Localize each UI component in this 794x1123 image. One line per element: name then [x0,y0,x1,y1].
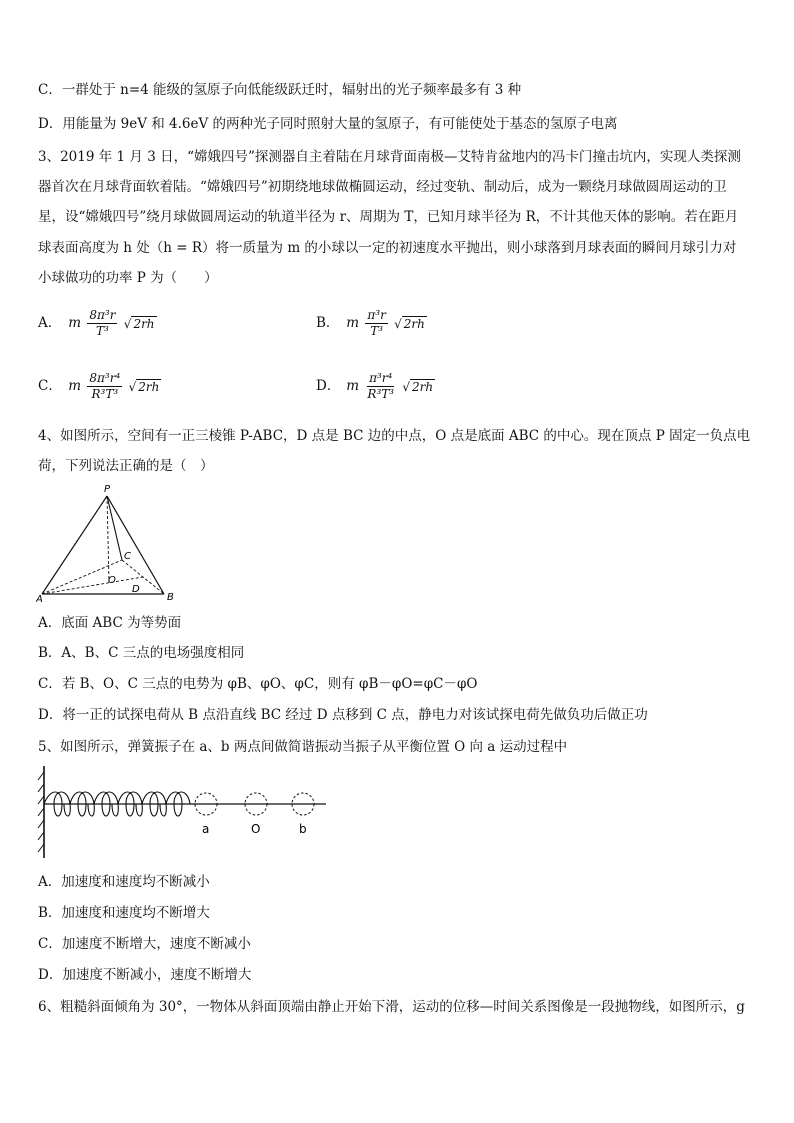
q4-option-b: B．A、B、C 三点的电场强度相同 [38,645,245,661]
q3-option-b-numerator: π³r [367,308,386,322]
q3-text-line4: 球表面高度为 h 处（h = R）将一质量为 m 的小球以一定的初速度水平抛出，则小球落到月球表面的瞬间月球引力对 [38,240,737,256]
label-o: O [251,822,261,836]
q3-option-d-denominator: R³T³ [367,387,395,401]
q3-option-b-sqrt: √ 2rh [394,316,425,331]
prev-option-c: C．一群处于 n=4 能级的氢原子向低能级跃迁时，辐射出的光子频率最多有 3 种 [38,82,522,98]
q3-option-c-denominator: R³T³ [91,387,119,401]
q5-text-line1: 5、如图所示，弹簧振子在 a、b 两点间做简谐振动当振子从平衡位置 O 向 a 运动过程中 [38,739,568,755]
pyramid-figure [36,482,186,604]
height-po [107,496,109,582]
median-ad [42,577,143,594]
spring-oscillator-figure [36,762,336,862]
edge-pc [107,496,122,560]
q3-option-a-numerator: 8π³r [89,308,116,322]
label-c: C [124,551,131,562]
q4-option-c: C．若 B、O、C 三点的电势为 φB、φO、φC，则有 φB－φO=φC－φO [38,676,478,692]
q3-option-a [38,308,157,339]
q5-option-a: A．加速度和速度均不断减小 [38,874,210,890]
q5-option-d: D．加速度不断减小，速度不断增大 [38,967,252,983]
q4-text-line1: 4、如图所示，空间有一正三棱锥 P-ABC，D 点是 BC 边的中点，O 点是底面 ABC 的中心。现在顶点 P 固定一负点电 [38,428,751,444]
label-b: B [167,592,174,603]
q4-option-a: A．底面 ABC 为等势面 [38,615,182,631]
label-a: A [36,594,43,604]
q3-option-a-fraction [87,308,117,339]
q3-option-d-mass: m [346,378,360,394]
label-p: P [104,484,111,495]
q3-option-b-mass: m [346,315,360,331]
q3-option-d-label: D． [316,378,341,394]
q3-option-b-radicand: 2rh [403,316,425,331]
q3-option-c-sqrt: √ 2rh [128,379,160,394]
q5-option-c: C．加速度不断增大，速度不断减小 [38,936,251,952]
q3-option-c-fraction [87,371,122,402]
q3-option-a-mass: m [68,315,82,331]
label-d: D [132,584,140,595]
label-b: b [299,822,307,836]
q4-option-d: D．将一正的试探电荷从 B 点沿直线 BC 经过 D 点移到 C 点，静电力对该试探电荷先做负功后做正功 [38,707,648,723]
q3-option-c [38,371,161,402]
q3-option-a-denominator: T³ [96,324,109,338]
prev-option-d: D．用能量为 9eV 和 4.6eV 的两种光子同时照射大量的氢原子，有可能使处于基态的氢原子电离 [38,116,618,132]
q3-option-d-fraction [365,371,396,402]
q4-text-line2: 荷，下列说法正确的是（ ） [38,458,214,474]
wall-hatching [38,772,44,852]
q3-text-line5: 小球做功的功率 P 为（ ） [38,270,218,286]
q6-text-line1: 6、粗糙斜面倾角为 30°，一物体从斜面顶端由静止开始下滑，运动的位移—时间关系图像是一段抛物线，如图所示，g [38,999,745,1015]
q3-text-line2: 器首次在月球背面软着陆。“嫦娥四号”初期绕地球做椭圆运动，经过变轨、制动后，成为一颗绕月球做圆周运动的卫 [38,179,727,195]
edge-pa [42,496,107,594]
q3-option-b [316,308,427,339]
q3-option-d [316,371,435,402]
q3-option-d-numerator: π³r⁴ [369,371,393,385]
q3-text-line3: 星，设“嫦娥四号”绕月球做圆周运动的轨道半径为 r、周期为 T，已知月球半径为 R，不计其他天体的影响。若在距月 [38,209,739,225]
label-o: O [108,575,116,586]
q3-option-b-label: B． [316,315,340,331]
q3-option-c-numerator: 8π³r⁴ [89,371,121,385]
q3-option-b-fraction [365,308,387,339]
q3-option-c-label: C． [38,378,62,394]
label-a: a [202,822,210,836]
q3-option-a-label: A． [38,315,62,331]
q3-text-line1: 3、2019 年 1 月 3 日，“嫦娥四号”探测器自主着陆在月球背面南极—艾特肯盆地内的冯卡门撞击坑内，实现人类探测 [38,149,741,165]
q3-option-c-mass: m [68,378,82,394]
q3-option-a-sqrt: √ 2rh [123,316,155,331]
q3-option-d-radicand: 2rh [412,379,434,394]
q3-option-b-denominator: T³ [370,324,384,338]
q3-option-d-sqrt: √ 2rh [402,379,434,394]
q5-option-b: B．加速度和速度均不断增大 [38,905,210,921]
q3-option-a-radicand: 2rh [133,316,155,331]
q3-option-c-radicand: 2rh [138,379,160,394]
